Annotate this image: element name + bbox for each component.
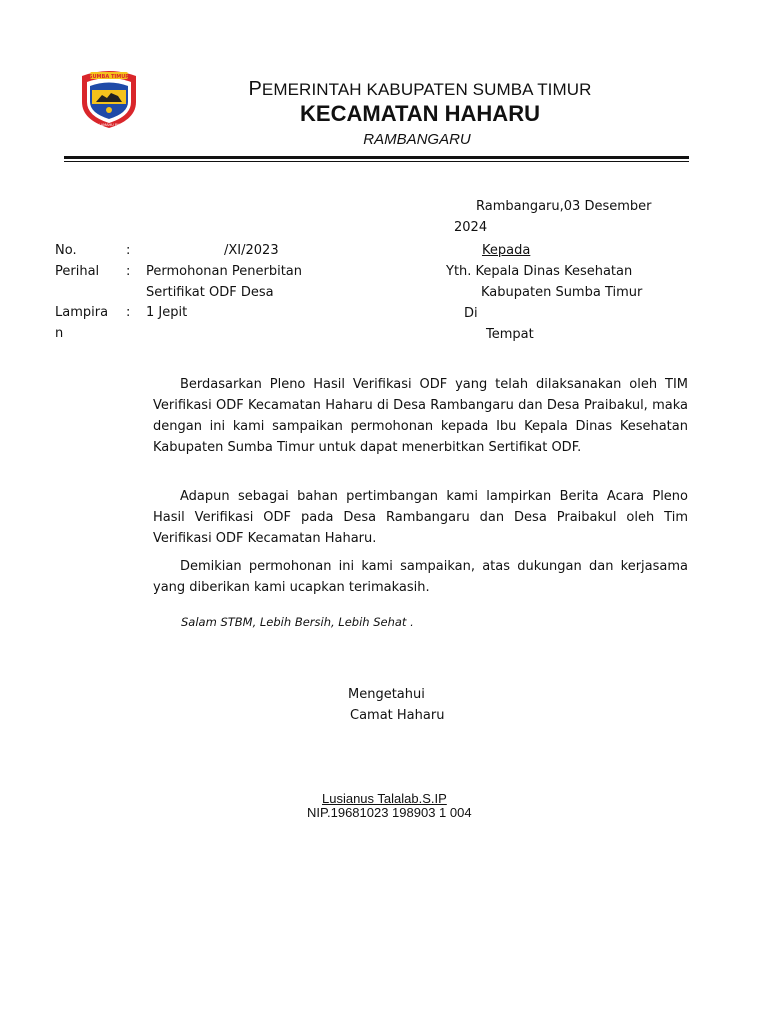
- no-value: /XI/2023: [224, 243, 279, 258]
- salam-line: Salam STBM, Lebih Bersih, Lebih Sehat .: [181, 615, 414, 629]
- body-paragraph-1-text: Berdasarkan Pleno Hasil Verifikasi ODF yang telah dilaksanakan oleh TIM Verifikasi ODF Kecamatan Haharu di Desa Rambangaru dan Desa Praibakul, maka dengan ini kami sampaikan permohonan kepada Ibu Kepala Dinas Kesehatan Kabupaten Sumba Timur untuk dapat menerbitkan Sertifikat ODF.: [153, 377, 688, 455]
- letter-date-year: 2024: [454, 220, 488, 235]
- body-paragraph-3-text: Demikian permohonan ini kami sampaikan, atas dukungan dan kerjasama yang diberikan kami ucapkan terimakasih.: [153, 559, 688, 595]
- signature-nip: NIP.19681023 198903 1 004: [307, 805, 472, 820]
- recipient-di: Di: [464, 306, 478, 321]
- no-colon: :: [126, 243, 131, 258]
- signature-name: Lusianus Talalab.S.IP: [322, 791, 447, 806]
- perihal-value-line2: Sertifikat ODF Desa: [146, 285, 274, 300]
- government-title: [0, 78, 768, 101]
- village-title: RAMBANGARU: [363, 131, 471, 148]
- lampiran-label-line1: Lampira: [55, 305, 109, 320]
- perihal-colon: :: [126, 264, 131, 279]
- body-paragraph-1: [153, 374, 688, 458]
- recipient-tempat: Tempat: [486, 327, 534, 342]
- recipient-kepada: Kepada: [482, 243, 531, 258]
- government-initial: P: [248, 78, 262, 100]
- recipient-line1: Yth. Kepala Dinas Kesehatan: [446, 264, 633, 279]
- body-paragraph-2-text: Adapun sebagai bahan pertimbangan kami lampirkan Berita Acara Pleno Hasil Verifikasi ODF pada Desa Rambangaru dan Desa Praibakul oleh Tim Verifikasi ODF Kecamatan Haharu.: [153, 489, 688, 546]
- perihal-value-line1: Permohonan Penerbitan: [146, 264, 302, 279]
- government-rest: EMERINTAH KABUPATEN SUMBA TIMUR: [261, 80, 592, 99]
- signature-mengetahui: Mengetahui: [348, 687, 425, 702]
- lampiran-value: 1 Jepit: [146, 305, 188, 320]
- lampiran-colon: :: [126, 305, 131, 320]
- district-title: KECAMATAN HAHARU: [300, 101, 540, 126]
- logo-text-top: SUMBA TIMUR: [88, 74, 130, 80]
- no-label: No.: [55, 243, 77, 258]
- lampiran-label-line2: n: [55, 326, 64, 341]
- logo-text-bottom: MATAWAI AMAHU PADA PAKU: [83, 123, 135, 127]
- header-rule-thin: [64, 161, 689, 162]
- letter-date: Rambangaru,03 Desember: [476, 199, 652, 214]
- recipient-line2: Kabupaten Sumba Timur: [481, 285, 643, 300]
- perihal-label: Perihal: [55, 264, 100, 279]
- body-paragraph-3: [153, 556, 688, 598]
- body-paragraph-2: [153, 486, 688, 549]
- header-rule-thick: [64, 156, 689, 159]
- signature-position: Camat Haharu: [350, 708, 445, 723]
